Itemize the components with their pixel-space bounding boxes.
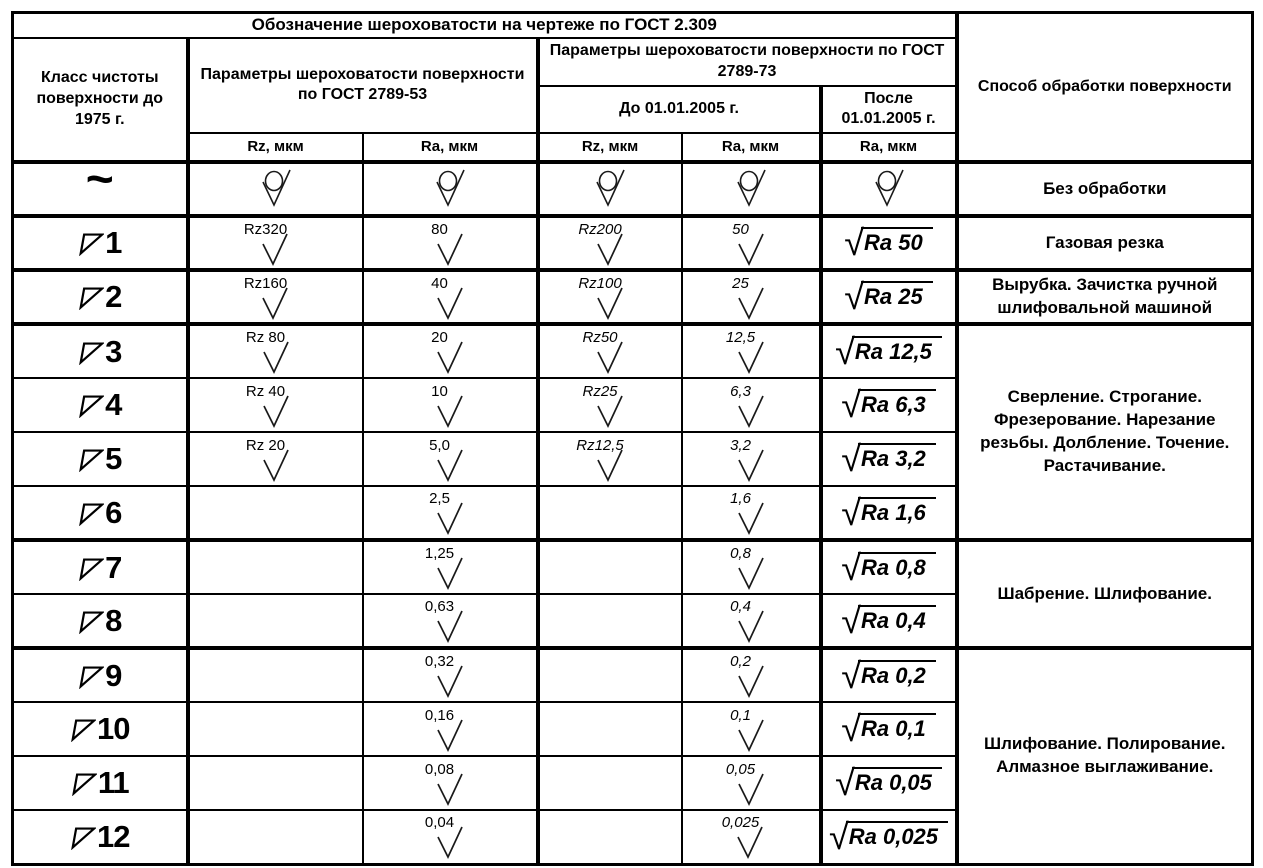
class-triangle-icon: [78, 665, 104, 689]
class-label: 3: [78, 334, 121, 370]
class-triangle-icon: [78, 610, 104, 634]
rz53-cell-empty: [188, 756, 363, 810]
circle-check-icon: [872, 167, 906, 207]
class-cell: [13, 324, 188, 378]
roughness-mark: Rz100: [588, 276, 631, 320]
class-label: 4: [78, 387, 121, 423]
roughness-mark: 20: [435, 330, 465, 374]
class-label: 8: [78, 603, 121, 639]
method-column-header: Способ обработки поверхности: [957, 13, 1253, 163]
radical-icon: √: [841, 654, 861, 696]
rz73-cell-empty: [538, 594, 682, 648]
roughness-mark: Rz 20: [256, 438, 295, 482]
ra53-cell: [363, 540, 538, 594]
class-cell: [13, 270, 188, 324]
gost53-header: Параметры шероховатости поверхности по ГОСТ 2789-53: [188, 38, 538, 134]
table-row-class-9: [13, 648, 1253, 702]
class-cell: [13, 432, 188, 486]
rz53-cell: [188, 270, 363, 324]
rz53-cell-empty: [188, 702, 363, 756]
ra73-cell: [682, 540, 821, 594]
class-label: 2: [78, 279, 121, 315]
roughness-mark: 80: [435, 222, 465, 266]
rz53-cell: [188, 378, 363, 432]
ra2005-cell: [821, 702, 957, 756]
roughness-mark: Rz 40: [256, 384, 295, 428]
rz73-cell-empty: [538, 540, 682, 594]
ra2005-cell: [821, 162, 957, 216]
ra73-cell: [682, 810, 821, 864]
before-2005-header: До 01.01.2005 г.: [538, 86, 821, 134]
sqrt-mark: √ Ra 0,025: [829, 821, 948, 851]
sqrt-mark: √ Ra 1,6: [841, 497, 936, 527]
class-triangle-icon: [70, 826, 96, 850]
rz53-cell: [188, 324, 363, 378]
roughness-mark: 10: [435, 384, 465, 428]
roughness-mark: 2,5: [435, 491, 465, 535]
method-cell: Вырубка. Зачистка ручной шлифовальной машиной: [957, 270, 1253, 324]
class-label: 6: [78, 495, 121, 531]
ra53-cell: [363, 432, 538, 486]
no-machining-symbol: [872, 167, 906, 207]
radical-icon: √: [841, 384, 861, 426]
circle-check-icon: [734, 167, 768, 207]
no-machining-symbol: [593, 167, 627, 207]
rz53-cell: [188, 432, 363, 486]
table-row-class-7: [13, 540, 1253, 594]
method-cell: Газовая резка: [957, 216, 1253, 270]
class-cell: [13, 702, 188, 756]
roughness-mark: Rz320: [254, 222, 297, 266]
class-label: 7: [78, 550, 121, 586]
class-label: 5: [78, 441, 121, 477]
no-machining-symbol: [433, 167, 467, 207]
ra2005-cell: [821, 432, 957, 486]
ra2005-cell: [821, 378, 957, 432]
roughness-mark: 0,08: [435, 762, 465, 806]
method-cell-group: Шлифование. Полирование. Алмазное выглаживание.: [957, 648, 1253, 864]
rz73-cell: [538, 432, 682, 486]
roughness-mark: 1,6: [736, 491, 766, 535]
ra73-cell: [682, 270, 821, 324]
ra73-cell: [682, 324, 821, 378]
ra53-cell: [363, 162, 538, 216]
radical-icon: √: [841, 546, 861, 588]
class-label: 9: [78, 658, 121, 694]
class-cell: [13, 594, 188, 648]
roughness-mark: 1,25: [435, 546, 465, 590]
method-cell-group: Шабрение. Шлифование.: [957, 540, 1253, 648]
roughness-mark: 0,16: [435, 708, 465, 752]
sqrt-mark: √ Ra 25: [844, 281, 932, 311]
class-triangle-icon: [78, 502, 104, 526]
no-machining-symbol: [734, 167, 768, 207]
rz73-cell: [538, 378, 682, 432]
rz73-unit-header: Rz, мкм: [538, 133, 682, 162]
class-cell: [13, 216, 188, 270]
sqrt-mark: √ Ra 0,2: [841, 660, 936, 690]
roughness-mark: Rz 80: [256, 330, 295, 374]
sqrt-mark: √ Ra 0,05: [835, 767, 942, 797]
rz73-cell-empty: [538, 810, 682, 864]
roughness-mark: 6,3: [736, 384, 766, 428]
roughness-mark: 0,04: [435, 815, 465, 859]
class-cell: [13, 810, 188, 864]
ra2005-unit-header: Ra, мкм: [821, 133, 957, 162]
class-cell: [13, 540, 188, 594]
class-column-header: Класс чистоты поверхности до 1975 г.: [13, 38, 188, 163]
rz53-unit-header: Rz, мкм: [188, 133, 363, 162]
roughness-mark: 0,2: [736, 654, 766, 698]
roughness-mark: Rz160: [254, 276, 297, 320]
roughness-table: [11, 11, 1254, 866]
tilde-class-label: ~: [85, 162, 114, 207]
radical-icon: √: [835, 762, 855, 804]
radical-icon: √: [835, 330, 855, 372]
class-triangle-icon: [78, 341, 104, 365]
rz53-cell-empty: [188, 594, 363, 648]
ra53-cell: [363, 810, 538, 864]
roughness-mark: Rz50: [592, 330, 627, 374]
ra2005-cell: [821, 270, 957, 324]
ra2005-cell: [821, 594, 957, 648]
rz73-cell: [538, 162, 682, 216]
class-triangle-icon: [78, 448, 104, 472]
class-triangle-icon: [78, 557, 104, 581]
ra53-cell: [363, 594, 538, 648]
rz53-cell-empty: [188, 648, 363, 702]
ra73-unit-header: Ra, мкм: [682, 133, 821, 162]
rz73-cell: [538, 216, 682, 270]
roughness-mark: 25: [736, 276, 766, 320]
radical-icon: √: [841, 491, 861, 533]
rz73-cell-empty: [538, 648, 682, 702]
ra2005-cell: [821, 810, 957, 864]
radical-icon: √: [828, 815, 849, 857]
roughness-mark: 0,1: [736, 708, 766, 752]
rz73-cell: [538, 270, 682, 324]
ra2005-cell: [821, 324, 957, 378]
class-triangle-icon: [78, 286, 104, 310]
class-cell: [13, 378, 188, 432]
ra53-cell: [363, 324, 538, 378]
ra2005-cell: [821, 486, 957, 540]
roughness-mark: Rz12,5: [586, 438, 634, 482]
rz53-cell: [188, 216, 363, 270]
ra73-cell: [682, 756, 821, 810]
ra53-unit-header: Ra, мкм: [363, 133, 538, 162]
roughness-mark: 0,8: [736, 546, 766, 590]
ra73-cell: [682, 486, 821, 540]
ra73-cell: [682, 216, 821, 270]
radical-icon: √: [844, 276, 865, 318]
radical-icon: √: [841, 438, 861, 480]
no-machining-symbol: [259, 167, 293, 207]
rz53-cell-empty: [188, 486, 363, 540]
method-cell-group: Сверление. Строгание. Фрезерование. Нарезание резьбы. Долбление. Точение. Растачивание.: [957, 324, 1253, 540]
class-triangle-icon: [78, 232, 104, 256]
circle-check-icon: [593, 167, 627, 207]
ra73-cell: [682, 378, 821, 432]
roughness-mark: 3,2: [736, 438, 766, 482]
rz73-cell-empty: [538, 486, 682, 540]
ra53-cell: [363, 378, 538, 432]
ra53-cell: [363, 216, 538, 270]
roughness-mark: 50: [736, 222, 766, 266]
ra2005-cell: [821, 540, 957, 594]
ra2005-cell: [821, 756, 957, 810]
table-row-class-3: [13, 324, 1253, 378]
circle-check-icon: [259, 167, 293, 207]
rz53-cell-empty: [188, 540, 363, 594]
table-title: Обозначение шероховатости на чертеже по ГОСТ 2.309: [13, 13, 957, 38]
sqrt-mark: √ Ra 3,2: [841, 443, 936, 473]
ra53-cell: [363, 648, 538, 702]
rz53-cell-empty: [188, 810, 363, 864]
roughness-mark: Rz200: [588, 222, 631, 266]
rz73-cell-empty: [538, 702, 682, 756]
gost73-header: Параметры шероховатости поверхности по ГОСТ 2789-73: [538, 38, 957, 86]
ra73-cell: [682, 648, 821, 702]
sqrt-mark: √ Ra 0,8: [841, 552, 936, 582]
class-label: 1: [78, 225, 121, 261]
after-2005-header: После 01.01.2005 г.: [821, 86, 957, 134]
sqrt-mark: √ Ra 12,5: [835, 336, 942, 366]
ra53-cell: [363, 702, 538, 756]
roughness-mark: 0,32: [435, 654, 465, 698]
header-row-title: [13, 13, 1253, 38]
ra53-cell: [363, 270, 538, 324]
sqrt-mark: √ Ra 0,4: [841, 605, 936, 635]
roughness-mark: 12,5: [736, 330, 766, 374]
roughness-mark: 40: [435, 276, 465, 320]
ra2005-cell: [821, 648, 957, 702]
class-triangle-icon: [70, 718, 96, 742]
class-label: 12: [70, 819, 129, 855]
rz53-cell: [188, 162, 363, 216]
roughness-mark: 0,63: [435, 599, 465, 643]
radical-icon: √: [841, 599, 861, 641]
class-label: 11: [71, 765, 129, 801]
roughness-mark: 0,025: [732, 815, 770, 859]
table-row-no-machining: [13, 162, 1253, 216]
ra73-cell: [682, 594, 821, 648]
roughness-mark: 0,4: [736, 599, 766, 643]
class-cell: [13, 648, 188, 702]
table-row-class-1: [13, 216, 1253, 270]
class-cell: [13, 162, 188, 216]
sqrt-mark: √ Ra 6,3: [841, 389, 936, 419]
table-row-class-2: [13, 270, 1253, 324]
ra53-cell: [363, 756, 538, 810]
class-label: 10: [70, 711, 129, 747]
class-triangle-icon: [71, 772, 97, 796]
class-cell: [13, 756, 188, 810]
class-triangle-icon: [78, 394, 104, 418]
sqrt-mark: √ Ra 50: [844, 227, 932, 257]
ra53-cell: [363, 486, 538, 540]
rz73-cell-empty: [538, 756, 682, 810]
class-cell: [13, 486, 188, 540]
radical-icon: √: [841, 708, 861, 750]
roughness-mark: 0,05: [736, 762, 766, 806]
ra73-cell: [682, 432, 821, 486]
ra2005-cell: [821, 216, 957, 270]
method-cell: Без обработки: [957, 162, 1253, 216]
circle-check-icon: [433, 167, 467, 207]
ra73-cell: [682, 162, 821, 216]
roughness-mark: 5,0: [435, 438, 465, 482]
radical-icon: √: [844, 222, 865, 264]
ra73-cell: [682, 702, 821, 756]
rz73-cell: [538, 324, 682, 378]
sqrt-mark: √ Ra 0,1: [841, 713, 936, 743]
roughness-mark: Rz25: [592, 384, 627, 428]
